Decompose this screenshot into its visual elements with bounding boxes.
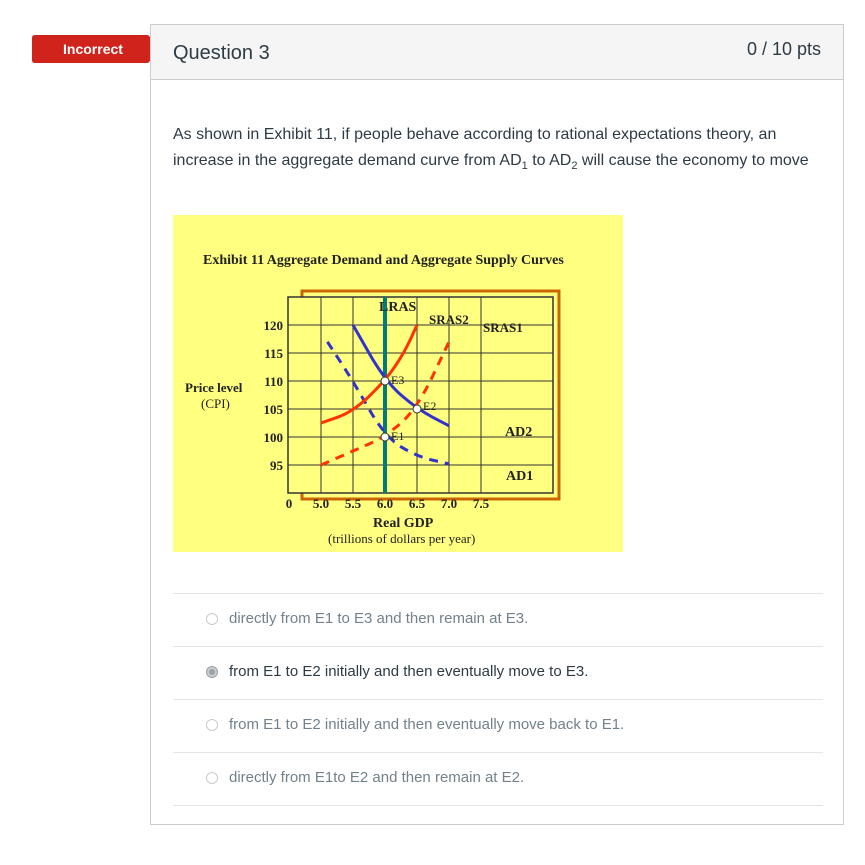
y-axis-label: Price level xyxy=(185,380,243,395)
equilibrium-point-e3 xyxy=(381,377,389,385)
answer-label: directly from E1 to E3 and then remain at E3. xyxy=(229,610,529,627)
ad2-label: AD2 xyxy=(505,425,533,440)
x-axis-label: Real GDP xyxy=(373,516,434,531)
x-tick-label: 5.5 xyxy=(344,496,362,511)
sras1-label: SRAS1 xyxy=(483,320,523,335)
answer-option[interactable] xyxy=(173,699,823,752)
exhibit-chart xyxy=(173,215,623,552)
incorrect-badge xyxy=(32,35,162,63)
radio-button[interactable] xyxy=(206,719,218,731)
x-axis-label-2: (trillions of dollars per year) xyxy=(328,531,476,546)
lras-label: LRAS xyxy=(379,300,417,315)
question-text-part: As shown in Exhibit 11, if people behave according to rational expectations theory, an increase in the aggregate demand curve from AD xyxy=(173,126,777,169)
equilibrium-label-e3: E3 xyxy=(391,373,405,387)
answer-option-selected[interactable] xyxy=(173,646,823,699)
radio-button[interactable] xyxy=(206,613,218,625)
radio-button-selected[interactable] xyxy=(206,666,218,678)
x-tick-label: 0 xyxy=(285,496,293,511)
x-tick-label: 5.0 xyxy=(312,496,330,511)
y-tick-label: 95 xyxy=(270,458,283,473)
x-tick-label: 7.0 xyxy=(440,496,458,511)
y-tick-label: 100 xyxy=(263,430,283,445)
x-tick-label: 6.5 xyxy=(408,496,426,511)
radio-button[interactable] xyxy=(206,772,218,784)
answer-list xyxy=(173,593,823,806)
chart-title: Exhibit 11 Aggregate Demand and Aggregate Supply Curves xyxy=(203,253,564,268)
equilibrium-label-e2: E2 xyxy=(423,399,437,413)
question-sub: 1 xyxy=(521,160,528,173)
equilibrium-point-e1 xyxy=(381,433,389,441)
question-card xyxy=(150,24,844,825)
y-axis-label-2: (CPI) xyxy=(201,396,230,411)
question-header xyxy=(151,25,843,80)
question-points: 0 / 10 pts xyxy=(746,39,821,59)
y-tick-label: 115 xyxy=(264,346,283,361)
y-tick-label: 110 xyxy=(264,374,283,389)
answer-option[interactable] xyxy=(173,752,823,806)
answer-option[interactable] xyxy=(173,593,823,646)
ad1-label: AD1 xyxy=(506,469,534,484)
answer-label: directly from E1to E2 and then remain at E2. xyxy=(229,769,525,786)
question-text-part: will cause the economy to move xyxy=(577,152,809,169)
x-tick-label: 7.5 xyxy=(472,496,490,511)
y-tick-label: 120 xyxy=(263,318,283,333)
question-title: Question 3 xyxy=(173,42,270,64)
exhibit-image xyxy=(173,215,623,552)
answer-label: from E1 to E2 initially and then eventually move back to E1. xyxy=(229,716,625,733)
question-text xyxy=(173,122,821,179)
question-sub: 2 xyxy=(571,160,578,173)
x-tick-label: 6.0 xyxy=(376,496,394,511)
equilibrium-point-e2 xyxy=(413,405,421,413)
sras2-label: SRAS2 xyxy=(429,312,469,327)
incorrect-badge-label: Incorrect xyxy=(63,41,123,57)
question-text-part: to AD xyxy=(527,152,572,169)
equilibrium-label-e1: E1 xyxy=(391,429,405,443)
y-tick-label: 105 xyxy=(263,402,283,417)
answer-label: from E1 to E2 initially and then eventually move to E3. xyxy=(229,663,589,680)
